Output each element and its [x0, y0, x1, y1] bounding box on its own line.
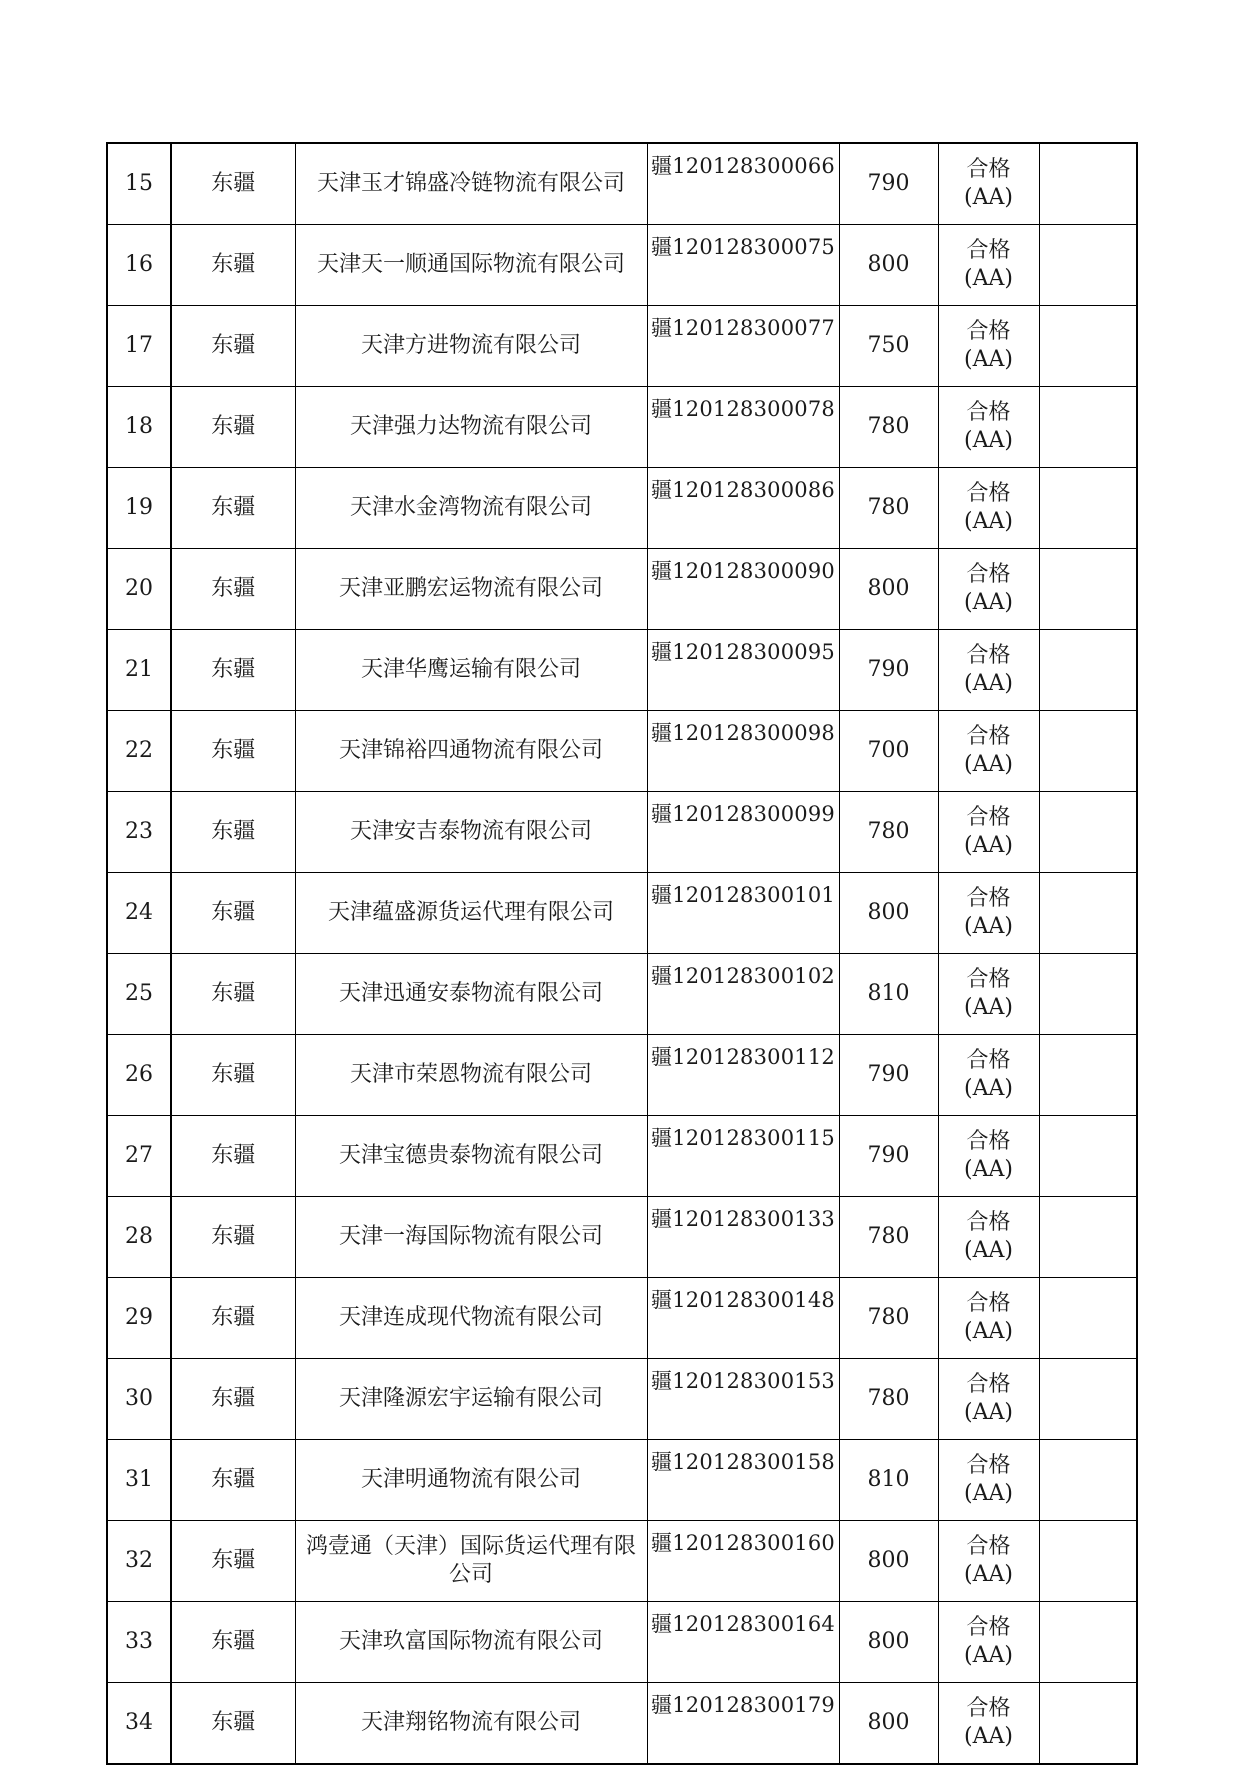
score: 780 — [839, 1359, 938, 1440]
registration-code: 疆120128300148 — [647, 1278, 839, 1359]
remarks-cell — [1039, 792, 1137, 873]
row-index: 24 — [107, 873, 171, 954]
rating-level: (AA) — [964, 1157, 1013, 1182]
rating-result — [938, 1197, 1039, 1278]
rating-label: 合格 — [966, 1534, 1011, 1559]
registration-code: 疆120128300099 — [647, 792, 839, 873]
score: 790 — [839, 1035, 938, 1116]
company-name: 鸿壹通（天津）国际货运代理有限公司 — [295, 1521, 647, 1602]
rating-label: 合格 — [966, 1453, 1011, 1478]
customs-office: 东疆 — [171, 387, 295, 468]
table-row — [107, 711, 1137, 792]
table-row — [107, 954, 1137, 1035]
registration-code: 疆120128300086 — [647, 468, 839, 549]
rating-level: (AA) — [964, 1562, 1013, 1587]
score: 790 — [839, 630, 938, 711]
company-name: 天津强力达物流有限公司 — [295, 387, 647, 468]
registration-code: 疆120128300077 — [647, 306, 839, 387]
registration-code: 疆120128300101 — [647, 873, 839, 954]
score: 800 — [839, 1521, 938, 1602]
remarks-cell — [1039, 954, 1137, 1035]
registration-code: 疆120128300102 — [647, 954, 839, 1035]
table-row — [107, 1278, 1137, 1359]
table-row — [107, 1359, 1137, 1440]
rating-level: (AA) — [964, 752, 1013, 777]
remarks-cell — [1039, 873, 1137, 954]
rating-result — [938, 792, 1039, 873]
remarks-cell — [1039, 387, 1137, 468]
customs-office: 东疆 — [171, 1440, 295, 1521]
score: 800 — [839, 1683, 938, 1765]
remarks-cell — [1039, 306, 1137, 387]
row-index: 33 — [107, 1602, 171, 1683]
remarks-cell — [1039, 1683, 1137, 1765]
registration-code: 疆120128300066 — [647, 143, 839, 225]
registration-code: 疆120128300090 — [647, 549, 839, 630]
customs-office: 东疆 — [171, 792, 295, 873]
table-row — [107, 873, 1137, 954]
rating-label: 合格 — [966, 724, 1011, 749]
rating-label: 合格 — [966, 643, 1011, 668]
score: 750 — [839, 306, 938, 387]
rating-level: (AA) — [964, 995, 1013, 1020]
table-row — [107, 1035, 1137, 1116]
rating-result — [938, 387, 1039, 468]
table-row — [107, 1440, 1137, 1521]
customs-office: 东疆 — [171, 1359, 295, 1440]
rating-result — [938, 225, 1039, 306]
remarks-cell — [1039, 1116, 1137, 1197]
remarks-cell — [1039, 1440, 1137, 1521]
table-row — [107, 1116, 1137, 1197]
table-body — [107, 143, 1137, 1764]
rating-label: 合格 — [966, 481, 1011, 506]
rating-level: (AA) — [964, 671, 1013, 696]
remarks-cell — [1039, 1359, 1137, 1440]
company-name: 天津迅通安泰物流有限公司 — [295, 954, 647, 1035]
registration-code: 疆120128300112 — [647, 1035, 839, 1116]
rating-result — [938, 1035, 1039, 1116]
rating-result — [938, 1116, 1039, 1197]
customs-office: 东疆 — [171, 711, 295, 792]
company-name: 天津亚鹏宏运物流有限公司 — [295, 549, 647, 630]
company-name: 天津水金湾物流有限公司 — [295, 468, 647, 549]
company-name: 天津蕴盛源货运代理有限公司 — [295, 873, 647, 954]
registration-code: 疆120128300098 — [647, 711, 839, 792]
row-index: 21 — [107, 630, 171, 711]
company-name: 天津锦裕四通物流有限公司 — [295, 711, 647, 792]
score: 700 — [839, 711, 938, 792]
remarks-cell — [1039, 1521, 1137, 1602]
rating-label: 合格 — [966, 562, 1011, 587]
table-row — [107, 468, 1137, 549]
customs-office: 东疆 — [171, 1683, 295, 1765]
customs-office: 东疆 — [171, 143, 295, 225]
rating-level: (AA) — [964, 1238, 1013, 1263]
rating-label: 合格 — [966, 1048, 1011, 1073]
remarks-cell — [1039, 1035, 1137, 1116]
row-index: 18 — [107, 387, 171, 468]
rating-result — [938, 954, 1039, 1035]
remarks-cell — [1039, 549, 1137, 630]
rating-level: (AA) — [964, 1724, 1013, 1749]
row-index: 25 — [107, 954, 171, 1035]
score: 780 — [839, 468, 938, 549]
company-name: 天津安吉泰物流有限公司 — [295, 792, 647, 873]
customs-office: 东疆 — [171, 468, 295, 549]
row-index: 31 — [107, 1440, 171, 1521]
rating-level: (AA) — [964, 1076, 1013, 1101]
rating-label: 合格 — [966, 1615, 1011, 1640]
row-index: 22 — [107, 711, 171, 792]
rating-level: (AA) — [964, 914, 1013, 939]
score: 800 — [839, 873, 938, 954]
customs-office: 东疆 — [171, 1278, 295, 1359]
remarks-cell — [1039, 711, 1137, 792]
rating-result — [938, 1521, 1039, 1602]
rating-result — [938, 1440, 1039, 1521]
row-index: 30 — [107, 1359, 171, 1440]
company-name: 天津连成现代物流有限公司 — [295, 1278, 647, 1359]
company-name: 天津翔铭物流有限公司 — [295, 1683, 647, 1765]
score: 780 — [839, 1197, 938, 1278]
rating-result — [938, 1602, 1039, 1683]
table-row — [107, 792, 1137, 873]
document-sheet — [106, 142, 1138, 1765]
rating-result — [938, 1278, 1039, 1359]
row-index: 32 — [107, 1521, 171, 1602]
score: 800 — [839, 1602, 938, 1683]
score: 790 — [839, 143, 938, 225]
rating-level: (AA) — [964, 1643, 1013, 1668]
registration-code: 疆120128300179 — [647, 1683, 839, 1765]
rating-label: 合格 — [966, 400, 1011, 425]
row-index: 29 — [107, 1278, 171, 1359]
company-name: 天津天一顺通国际物流有限公司 — [295, 225, 647, 306]
table-row — [107, 1602, 1137, 1683]
score: 780 — [839, 1278, 938, 1359]
row-index: 16 — [107, 225, 171, 306]
remarks-cell — [1039, 468, 1137, 549]
remarks-cell — [1039, 1602, 1137, 1683]
customs-office: 东疆 — [171, 630, 295, 711]
rating-result — [938, 306, 1039, 387]
registration-code: 疆120128300164 — [647, 1602, 839, 1683]
score: 790 — [839, 1116, 938, 1197]
company-name: 天津市荣恩物流有限公司 — [295, 1035, 647, 1116]
rating-level: (AA) — [964, 509, 1013, 534]
customs-office: 东疆 — [171, 306, 295, 387]
remarks-cell — [1039, 1197, 1137, 1278]
row-index: 19 — [107, 468, 171, 549]
rating-result — [938, 711, 1039, 792]
customs-office: 东疆 — [171, 1035, 295, 1116]
customs-office: 东疆 — [171, 225, 295, 306]
row-index: 23 — [107, 792, 171, 873]
company-name: 天津明通物流有限公司 — [295, 1440, 647, 1521]
enterprise-rating-table — [106, 142, 1138, 1765]
customs-office: 东疆 — [171, 1602, 295, 1683]
customs-office: 东疆 — [171, 549, 295, 630]
score: 780 — [839, 387, 938, 468]
registration-code: 疆120128300153 — [647, 1359, 839, 1440]
remarks-cell — [1039, 630, 1137, 711]
customs-office: 东疆 — [171, 1197, 295, 1278]
customs-office: 东疆 — [171, 954, 295, 1035]
rating-label: 合格 — [966, 319, 1011, 344]
registration-code: 疆120128300158 — [647, 1440, 839, 1521]
rating-label: 合格 — [966, 1129, 1011, 1154]
registration-code: 疆120128300133 — [647, 1197, 839, 1278]
rating-level: (AA) — [964, 347, 1013, 372]
company-name: 天津宝德贵泰物流有限公司 — [295, 1116, 647, 1197]
row-index: 27 — [107, 1116, 171, 1197]
company-name: 天津方进物流有限公司 — [295, 306, 647, 387]
registration-code: 疆120128300095 — [647, 630, 839, 711]
row-index: 17 — [107, 306, 171, 387]
rating-label: 合格 — [966, 805, 1011, 830]
customs-office: 东疆 — [171, 1521, 295, 1602]
registration-code: 疆120128300115 — [647, 1116, 839, 1197]
rating-result — [938, 1359, 1039, 1440]
table-row — [107, 306, 1137, 387]
rating-result — [938, 630, 1039, 711]
table-row — [107, 387, 1137, 468]
company-name: 天津玉才锦盛冷链物流有限公司 — [295, 143, 647, 225]
rating-result — [938, 143, 1039, 225]
rating-level: (AA) — [964, 590, 1013, 615]
rating-level: (AA) — [964, 1400, 1013, 1425]
row-index: 15 — [107, 143, 171, 225]
row-index: 34 — [107, 1683, 171, 1765]
rating-result — [938, 468, 1039, 549]
table-row — [107, 225, 1137, 306]
rating-label: 合格 — [966, 1210, 1011, 1235]
customs-office: 东疆 — [171, 873, 295, 954]
registration-code: 疆120128300078 — [647, 387, 839, 468]
company-name: 天津一海国际物流有限公司 — [295, 1197, 647, 1278]
table-row — [107, 143, 1137, 225]
score: 800 — [839, 549, 938, 630]
table-row — [107, 1683, 1137, 1765]
rating-level: (AA) — [964, 428, 1013, 453]
rating-level: (AA) — [964, 1319, 1013, 1344]
table-row — [107, 549, 1137, 630]
company-name: 天津隆源宏宇运输有限公司 — [295, 1359, 647, 1440]
score: 810 — [839, 954, 938, 1035]
row-index: 28 — [107, 1197, 171, 1278]
rating-label: 合格 — [966, 1372, 1011, 1397]
rating-result — [938, 873, 1039, 954]
remarks-cell — [1039, 225, 1137, 306]
remarks-cell — [1039, 143, 1137, 225]
score: 780 — [839, 792, 938, 873]
rating-level: (AA) — [964, 266, 1013, 291]
table-row — [107, 630, 1137, 711]
rating-label: 合格 — [966, 1696, 1011, 1721]
rating-label: 合格 — [966, 967, 1011, 992]
registration-code: 疆120128300160 — [647, 1521, 839, 1602]
rating-label: 合格 — [966, 238, 1011, 263]
rating-level: (AA) — [964, 1481, 1013, 1506]
rating-label: 合格 — [966, 1291, 1011, 1316]
row-index: 20 — [107, 549, 171, 630]
company-name: 天津玖富国际物流有限公司 — [295, 1602, 647, 1683]
customs-office: 东疆 — [171, 1116, 295, 1197]
rating-result — [938, 1683, 1039, 1765]
rating-label: 合格 — [966, 157, 1011, 182]
score: 800 — [839, 225, 938, 306]
row-index: 26 — [107, 1035, 171, 1116]
rating-level: (AA) — [964, 185, 1013, 210]
rating-level: (AA) — [964, 833, 1013, 858]
rating-label: 合格 — [966, 886, 1011, 911]
table-row — [107, 1521, 1137, 1602]
company-name: 天津华鹰运输有限公司 — [295, 630, 647, 711]
table-row — [107, 1197, 1137, 1278]
registration-code: 疆120128300075 — [647, 225, 839, 306]
score: 810 — [839, 1440, 938, 1521]
remarks-cell — [1039, 1278, 1137, 1359]
rating-result — [938, 549, 1039, 630]
